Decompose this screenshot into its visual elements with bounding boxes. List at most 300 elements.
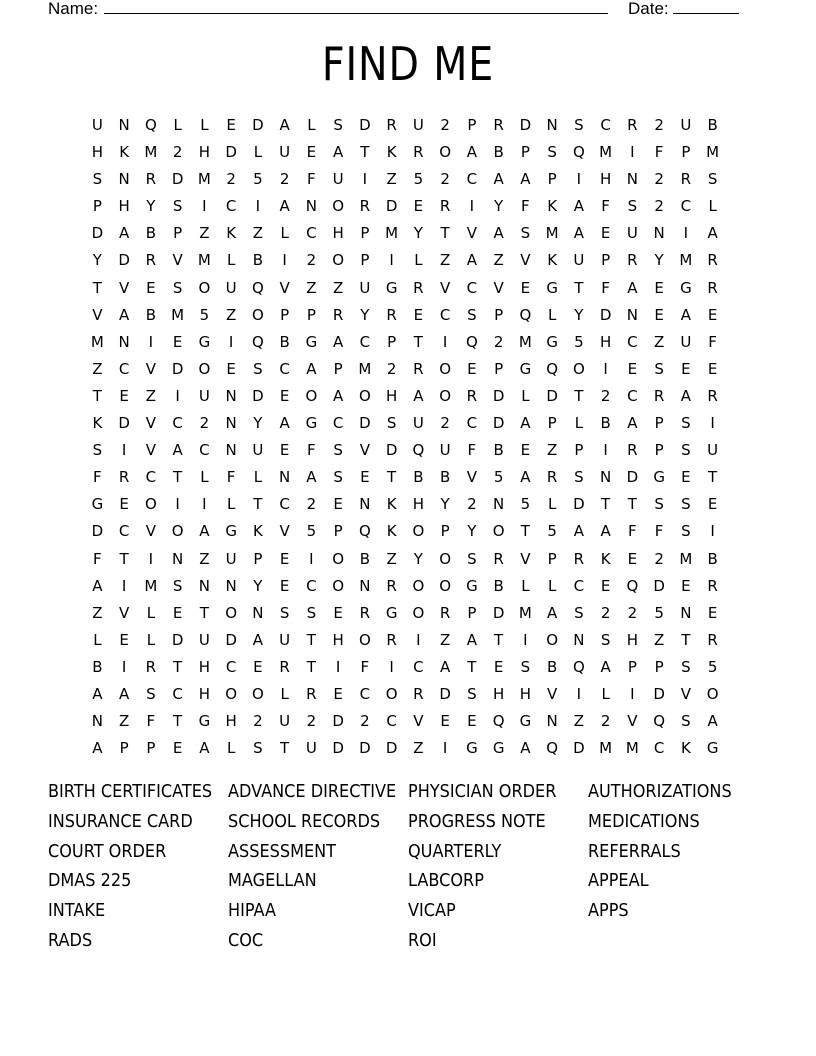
grid-letter[interactable]: S (467, 305, 477, 324)
grid-letter[interactable]: K (547, 251, 558, 270)
grid-letter[interactable]: Q (572, 143, 585, 162)
grid-letter[interactable]: F (93, 468, 102, 487)
grid-letter[interactable]: M (358, 359, 372, 378)
grid-letter[interactable]: L (146, 603, 156, 622)
grid-letter[interactable]: O (439, 359, 452, 378)
grid-letter[interactable]: Q (251, 332, 264, 351)
grid-letter[interactable]: N (172, 549, 184, 568)
grid-letter[interactable]: U (279, 630, 291, 649)
grid-letter[interactable]: Z (199, 549, 210, 568)
grid-letter[interactable]: L (253, 468, 263, 487)
grid-letter[interactable]: I (710, 414, 715, 433)
grid-letter[interactable]: D (492, 386, 505, 405)
grid-letter[interactable]: A (600, 657, 611, 676)
grid-letter[interactable]: S (333, 441, 343, 460)
grid-letter[interactable]: D (439, 684, 451, 703)
grid-letter[interactable]: C (225, 197, 237, 216)
grid-letter[interactable]: E (467, 712, 477, 731)
grid-letter[interactable]: O (251, 684, 264, 703)
grid-letter[interactable]: N (225, 576, 237, 595)
grid-letter[interactable]: E (654, 278, 664, 297)
grid-letter[interactable]: O (439, 576, 452, 595)
grid-letter[interactable]: C (359, 332, 371, 351)
grid-letter[interactable]: A (199, 739, 210, 758)
grid-letter[interactable]: M (171, 305, 185, 324)
grid-letter[interactable]: S (253, 359, 263, 378)
grid-letter[interactable]: P (333, 359, 343, 378)
grid-letter[interactable]: E (707, 603, 718, 622)
grid-letter[interactable]: S (574, 116, 584, 134)
grid-letter[interactable]: U (305, 739, 317, 758)
grid-letter[interactable]: I (442, 332, 448, 351)
grid-letter[interactable]: I (148, 332, 154, 351)
grid-letter[interactable]: G (680, 278, 692, 297)
grid-letter[interactable]: 2 (360, 712, 370, 731)
grid-letter[interactable]: A (332, 386, 344, 405)
grid-letter[interactable]: F (521, 197, 530, 216)
grid-letter[interactable]: 2 (654, 116, 664, 134)
grid-letter[interactable]: H (599, 332, 612, 351)
grid-letter[interactable]: A (118, 684, 130, 703)
grid-letter[interactable]: R (413, 359, 424, 378)
grid-letter[interactable]: E (333, 603, 343, 622)
grid-letter[interactable]: R (627, 441, 638, 460)
grid-letter[interactable]: Q (358, 522, 371, 541)
grid-letter[interactable]: F (307, 441, 316, 460)
grid-letter[interactable]: Y (92, 251, 102, 270)
grid-letter[interactable]: O (412, 576, 425, 595)
grid-letter[interactable]: B (707, 116, 718, 134)
grid-letter[interactable]: E (279, 386, 290, 405)
grid-letter[interactable]: F (467, 441, 477, 460)
grid-letter[interactable]: Z (252, 224, 264, 243)
grid-letter[interactable]: D (252, 386, 264, 405)
grid-letter[interactable]: M (706, 143, 720, 162)
grid-letter[interactable]: G (466, 739, 478, 758)
grid-letter[interactable]: Y (360, 305, 370, 324)
grid-letter[interactable]: 2 (386, 359, 397, 378)
grid-letter[interactable]: O (546, 630, 559, 649)
grid-letter[interactable]: A (92, 576, 103, 595)
grid-letter[interactable]: T (574, 386, 584, 405)
grid-letter[interactable]: S (520, 657, 531, 676)
grid-letter[interactable]: Q (519, 305, 532, 324)
grid-letter[interactable]: I (576, 170, 582, 189)
grid-letter[interactable]: A (680, 305, 691, 324)
grid-letter[interactable]: A (118, 224, 130, 243)
grid-letter[interactable]: F (226, 468, 236, 487)
grid-letter[interactable]: T (306, 630, 316, 649)
grid-letter[interactable]: L (93, 630, 102, 649)
grid-letter[interactable]: T (173, 468, 183, 487)
grid-letter[interactable]: S (654, 359, 664, 378)
grid-letter[interactable]: I (442, 739, 448, 758)
grid-letter[interactable]: Z (306, 278, 317, 297)
grid-letter[interactable]: O (332, 197, 345, 216)
grid-letter[interactable]: Y (440, 495, 450, 514)
grid-letter[interactable]: U (252, 441, 264, 460)
grid-letter[interactable]: P (119, 739, 129, 758)
grid-letter[interactable]: E (520, 278, 531, 297)
grid-letter[interactable]: O (332, 549, 345, 568)
grid-letter[interactable]: I (630, 143, 635, 162)
grid-letter[interactable]: M (679, 549, 693, 568)
grid-letter[interactable]: R (707, 630, 718, 649)
grid-letter[interactable]: Z (145, 386, 157, 405)
grid-letter[interactable]: R (707, 386, 718, 405)
grid-letter[interactable]: Z (439, 630, 451, 649)
grid-letter[interactable]: K (226, 224, 237, 243)
grid-letter[interactable]: P (654, 414, 664, 433)
grid-letter[interactable]: A (279, 197, 290, 216)
grid-letter[interactable]: L (547, 495, 557, 514)
grid-letter[interactable]: Q (572, 657, 585, 676)
grid-letter[interactable]: A (466, 630, 477, 649)
grid-letter[interactable]: I (148, 549, 154, 568)
grid-letter[interactable]: D (385, 197, 398, 216)
grid-letter[interactable]: B (493, 576, 504, 595)
grid-letter[interactable]: N (626, 305, 638, 324)
grid-letter[interactable]: P (494, 359, 504, 378)
grid-letter[interactable]: A (306, 468, 317, 487)
grid-letter[interactable]: O (332, 576, 345, 595)
grid-letter[interactable]: P (467, 603, 477, 622)
grid-letter[interactable]: O (198, 278, 211, 297)
grid-letter[interactable]: R (279, 657, 290, 676)
grid-letter[interactable]: G (305, 332, 318, 351)
grid-letter[interactable]: E (119, 630, 129, 649)
grid-letter[interactable]: V (546, 684, 558, 703)
grid-letter[interactable]: L (521, 576, 530, 595)
grid-letter[interactable]: P (601, 251, 611, 270)
grid-letter[interactable]: 2 (226, 170, 236, 189)
grid-letter[interactable]: L (414, 251, 423, 270)
grid-letter[interactable]: 2 (654, 549, 664, 568)
grid-letter[interactable]: F (601, 278, 610, 297)
grid-letter[interactable]: Q (546, 359, 559, 378)
grid-letter[interactable]: 5 (306, 522, 317, 541)
grid-letter[interactable]: Z (386, 170, 397, 189)
grid-letter[interactable]: A (413, 386, 424, 405)
grid-letter[interactable]: C (386, 712, 397, 731)
grid-letter[interactable]: Y (654, 251, 664, 270)
grid-letter[interactable]: I (309, 549, 314, 568)
grid-letter[interactable]: U (198, 386, 210, 405)
grid-letter[interactable]: K (252, 522, 263, 541)
grid-letter[interactable]: N (359, 576, 371, 595)
grid-letter[interactable]: M (197, 170, 211, 189)
grid-letter[interactable]: U (225, 278, 237, 297)
grid-letter[interactable]: U (359, 278, 371, 297)
grid-letter[interactable]: P (654, 441, 664, 460)
grid-letter[interactable]: Q (144, 116, 157, 134)
grid-letter[interactable]: A (92, 739, 103, 758)
grid-letter[interactable]: T (681, 630, 691, 649)
grid-letter[interactable]: B (92, 657, 103, 676)
grid-letter[interactable]: L (226, 251, 236, 270)
grid-letter[interactable]: D (546, 386, 558, 405)
grid-letter[interactable]: R (466, 386, 478, 405)
grid-letter[interactable]: O (412, 603, 425, 622)
grid-letter[interactable]: 2 (493, 332, 504, 351)
grid-letter[interactable]: A (439, 657, 451, 676)
grid-letter[interactable]: E (333, 495, 343, 514)
grid-letter[interactable]: I (576, 684, 582, 703)
grid-letter[interactable]: H (332, 630, 344, 649)
grid-letter[interactable]: L (253, 143, 263, 162)
grid-letter[interactable]: S (333, 116, 343, 134)
grid-letter[interactable]: 5 (493, 468, 504, 487)
grid-letter[interactable]: L (547, 576, 557, 595)
grid-letter[interactable]: H (198, 143, 211, 162)
grid-letter[interactable]: D (171, 630, 184, 649)
date-blank-line[interactable] (673, 13, 739, 14)
grid-letter[interactable]: A (520, 170, 531, 189)
grid-letter[interactable]: D (385, 441, 398, 460)
grid-letter[interactable]: S (681, 522, 691, 541)
grid-letter[interactable]: I (228, 332, 234, 351)
grid-letter[interactable]: G (546, 332, 558, 351)
grid-letter[interactable]: T (627, 495, 637, 514)
grid-letter[interactable]: D (359, 414, 371, 433)
grid-letter[interactable]: L (280, 224, 289, 243)
grid-letter[interactable]: T (199, 603, 209, 622)
grid-letter[interactable]: G (385, 278, 398, 297)
grid-letter[interactable]: R (493, 549, 504, 568)
grid-letter[interactable]: N (546, 116, 558, 134)
grid-letter[interactable]: D (118, 414, 130, 433)
grid-letter[interactable]: L (601, 684, 610, 703)
grid-letter[interactable]: 2 (654, 170, 664, 189)
grid-letter[interactable]: S (172, 278, 183, 297)
grid-letter[interactable]: G (706, 739, 719, 758)
grid-letter[interactable]: L (200, 116, 209, 134)
grid-letter[interactable]: B (413, 468, 424, 487)
grid-letter[interactable]: Y (494, 197, 504, 216)
grid-letter[interactable]: M (385, 224, 399, 243)
grid-letter[interactable]: B (359, 549, 371, 568)
grid-letter[interactable]: A (306, 359, 317, 378)
grid-letter[interactable]: U (573, 251, 585, 270)
grid-letter[interactable]: D (171, 170, 184, 189)
grid-letter[interactable]: B (493, 143, 504, 162)
grid-letter[interactable]: E (226, 359, 236, 378)
grid-letter[interactable]: K (92, 414, 103, 433)
grid-letter[interactable]: V (172, 251, 183, 270)
grid-letter[interactable]: M (545, 224, 559, 243)
grid-letter[interactable]: T (440, 224, 450, 243)
grid-letter[interactable]: V (145, 359, 156, 378)
grid-letter[interactable]: G (198, 712, 211, 731)
grid-letter[interactable]: 5 (654, 603, 664, 622)
grid-letter[interactable]: H (198, 657, 211, 676)
grid-letter[interactable]: B (600, 414, 611, 433)
grid-letter[interactable]: S (574, 468, 584, 487)
grid-letter[interactable]: E (279, 576, 290, 595)
grid-letter[interactable]: Z (653, 630, 665, 649)
grid-letter[interactable]: E (707, 359, 718, 378)
grid-letter[interactable]: B (252, 251, 264, 270)
grid-letter[interactable]: Z (653, 332, 665, 351)
grid-letter[interactable]: 2 (654, 197, 664, 216)
grid-letter[interactable]: L (708, 197, 717, 216)
grid-letter[interactable]: L (547, 305, 557, 324)
grid-letter[interactable]: Z (92, 603, 103, 622)
grid-letter[interactable]: R (546, 468, 558, 487)
grid-letter[interactable]: M (144, 576, 158, 595)
grid-letter[interactable]: D (492, 603, 505, 622)
grid-letter[interactable]: O (171, 522, 184, 541)
grid-letter[interactable]: R (359, 603, 371, 622)
grid-letter[interactable]: Y (146, 197, 156, 216)
grid-letter[interactable]: N (653, 224, 665, 243)
grid-letter[interactable]: 2 (306, 712, 317, 731)
grid-letter[interactable]: S (681, 657, 691, 676)
grid-letter[interactable]: O (251, 305, 264, 324)
grid-letter[interactable]: Q (412, 441, 425, 460)
grid-letter[interactable]: T (92, 386, 102, 405)
grid-letter[interactable]: V (359, 441, 370, 460)
grid-letter[interactable]: S (707, 170, 718, 189)
grid-letter[interactable]: V (279, 278, 290, 297)
grid-letter[interactable]: D (91, 224, 104, 243)
grid-letter[interactable]: F (307, 170, 316, 189)
grid-letter[interactable]: E (253, 657, 263, 676)
grid-letter[interactable]: D (359, 739, 371, 758)
grid-letter[interactable]: R (359, 197, 371, 216)
grid-letter[interactable]: T (601, 495, 611, 514)
grid-letter[interactable]: M (90, 332, 104, 351)
grid-letter[interactable]: C (439, 305, 451, 324)
grid-letter[interactable]: V (627, 712, 638, 731)
grid-letter[interactable]: P (547, 414, 557, 433)
grid-letter[interactable]: A (279, 116, 290, 134)
grid-letter[interactable]: T (413, 332, 423, 351)
grid-letter[interactable]: E (681, 576, 691, 595)
grid-letter[interactable]: N (225, 414, 237, 433)
grid-letter[interactable]: A (493, 170, 504, 189)
grid-letter[interactable]: I (362, 170, 368, 189)
grid-letter[interactable]: S (681, 414, 691, 433)
grid-letter[interactable]: V (145, 522, 156, 541)
grid-letter[interactable]: E (119, 386, 129, 405)
grid-letter[interactable]: H (118, 197, 130, 216)
grid-letter[interactable]: S (306, 603, 317, 622)
grid-letter[interactable]: F (654, 522, 664, 541)
grid-letter[interactable]: 5 (199, 305, 210, 324)
grid-letter[interactable]: I (255, 197, 261, 216)
grid-letter[interactable]: A (199, 522, 210, 541)
grid-letter[interactable]: D (573, 739, 585, 758)
grid-letter[interactable]: O (706, 684, 719, 703)
grid-letter[interactable]: R (386, 116, 397, 134)
grid-letter[interactable]: E (627, 359, 638, 378)
grid-letter[interactable]: K (547, 197, 558, 216)
grid-letter[interactable]: H (385, 386, 398, 405)
grid-letter[interactable]: S (654, 495, 664, 514)
grid-letter[interactable]: 2 (627, 603, 638, 622)
grid-letter[interactable]: G (198, 332, 211, 351)
grid-letter[interactable]: N (600, 468, 612, 487)
grid-letter[interactable]: S (520, 224, 531, 243)
grid-letter[interactable]: M (518, 603, 532, 622)
grid-letter[interactable]: U (279, 712, 291, 731)
grid-letter[interactable]: C (225, 657, 237, 676)
grid-letter[interactable]: R (707, 576, 718, 595)
grid-letter[interactable]: R (707, 251, 718, 270)
grid-letter[interactable]: M (144, 143, 158, 162)
grid-letter[interactable]: 5 (253, 170, 263, 189)
grid-letter[interactable]: N (91, 712, 103, 731)
grid-letter[interactable]: G (385, 603, 398, 622)
grid-letter[interactable]: C (627, 386, 638, 405)
grid-letter[interactable]: I (469, 197, 475, 216)
grid-letter[interactable]: B (145, 224, 157, 243)
grid-letter[interactable]: A (573, 224, 584, 243)
grid-letter[interactable]: K (119, 143, 130, 162)
grid-letter[interactable]: E (172, 603, 183, 622)
grid-letter[interactable]: 5 (413, 170, 424, 189)
grid-letter[interactable]: 2 (172, 143, 183, 162)
grid-letter[interactable]: P (494, 305, 504, 324)
grid-letter[interactable]: R (118, 468, 130, 487)
grid-letter[interactable]: P (280, 305, 290, 324)
grid-letter[interactable]: F (146, 712, 156, 731)
grid-letter[interactable]: A (118, 305, 130, 324)
grid-letter[interactable]: O (198, 359, 211, 378)
grid-letter[interactable]: A (627, 278, 638, 297)
grid-letter[interactable]: B (707, 549, 718, 568)
grid-letter[interactable]: U (626, 224, 638, 243)
grid-letter[interactable]: B (493, 441, 504, 460)
grid-letter[interactable]: G (653, 468, 665, 487)
grid-letter[interactable]: 5 (574, 332, 584, 351)
grid-letter[interactable]: N (252, 603, 264, 622)
grid-letter[interactable]: V (466, 224, 477, 243)
grid-letter[interactable]: C (359, 684, 371, 703)
grid-letter[interactable]: 2 (306, 251, 317, 270)
grid-letter[interactable]: M (679, 251, 693, 270)
grid-letter[interactable]: N (118, 116, 130, 134)
grid-letter[interactable]: G (466, 576, 478, 595)
grid-letter[interactable]: R (413, 684, 424, 703)
grid-letter[interactable]: D (573, 495, 585, 514)
grid-letter[interactable]: O (439, 143, 452, 162)
grid-letter[interactable]: A (466, 143, 477, 162)
grid-letter[interactable]: C (680, 197, 692, 216)
grid-letter[interactable]: Q (626, 576, 639, 595)
grid-letter[interactable]: E (600, 576, 611, 595)
grid-letter[interactable]: H (412, 495, 425, 514)
grid-letter[interactable]: A (493, 224, 504, 243)
grid-letter[interactable]: H (225, 712, 237, 731)
grid-letter[interactable]: O (412, 522, 425, 541)
grid-letter[interactable]: B (145, 305, 157, 324)
grid-letter[interactable]: L (226, 739, 236, 758)
grid-letter[interactable]: G (225, 522, 237, 541)
grid-letter[interactable]: E (119, 495, 129, 514)
grid-letter[interactable]: R (386, 305, 397, 324)
grid-letter[interactable]: Z (546, 441, 558, 460)
grid-letter[interactable]: Y (413, 549, 423, 568)
grid-letter[interactable]: I (121, 576, 127, 595)
grid-letter[interactable]: H (599, 170, 612, 189)
grid-letter[interactable]: L (200, 468, 209, 487)
grid-letter[interactable]: R (413, 278, 424, 297)
grid-letter[interactable]: T (520, 522, 530, 541)
grid-letter[interactable]: T (119, 549, 129, 568)
grid-letter[interactable]: A (92, 684, 103, 703)
